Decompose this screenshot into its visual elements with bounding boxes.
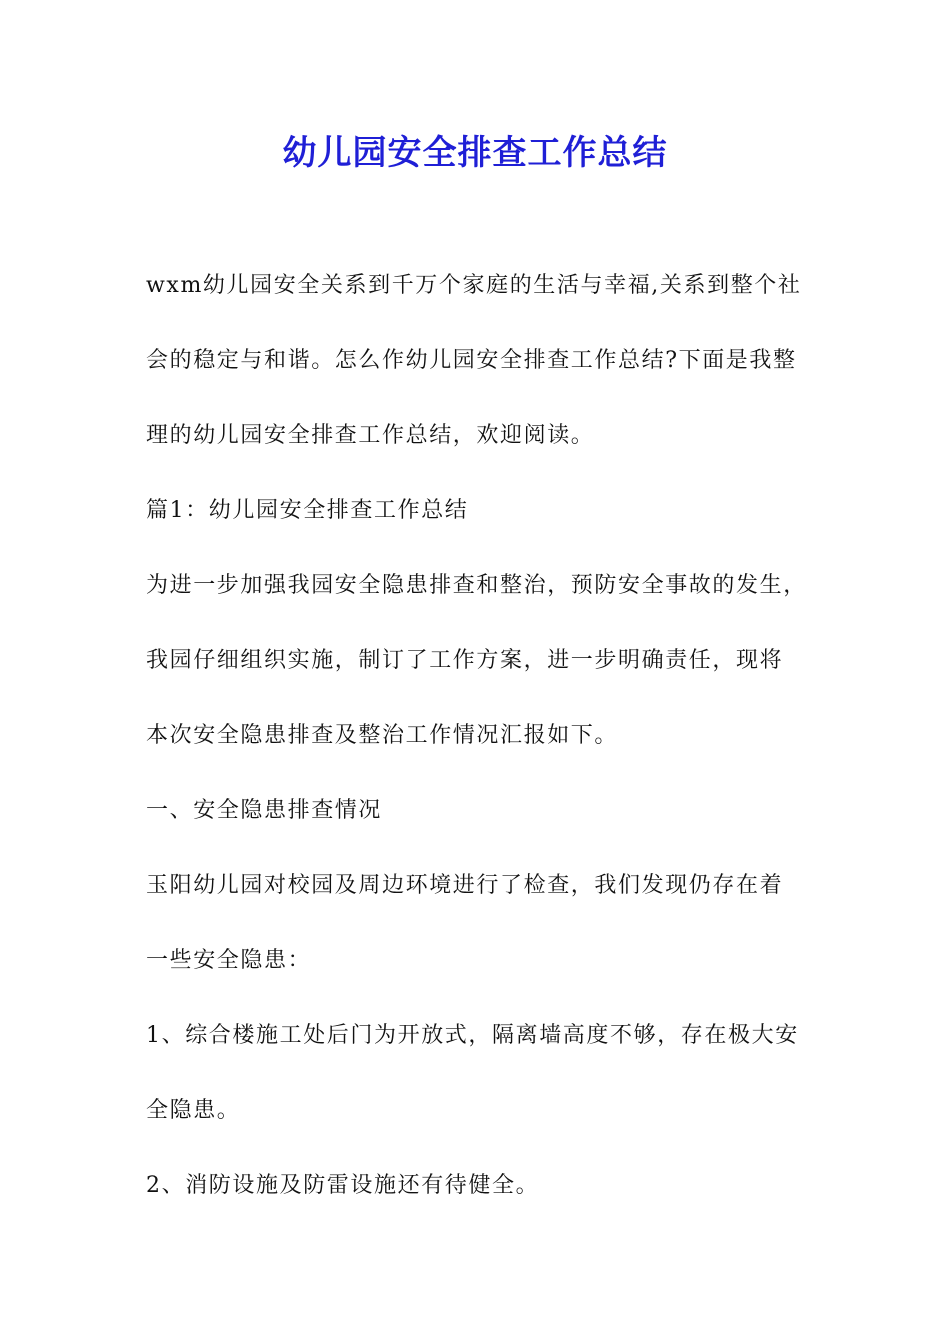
body-line: wxm幼儿园安全关系到千万个家庭的生活与幸福,关系到整个社 <box>146 273 802 298</box>
body-line: 本次安全隐患排查及整治工作情况汇报如下。 <box>146 723 619 748</box>
body-line: 理的幼儿园安全排查工作总结，欢迎阅读。 <box>146 423 595 448</box>
body-line: 一些安全隐患： <box>146 948 312 973</box>
body-line: 会的稳定与和谐。怎么作幼儿园安全排查工作总结?下面是我整 <box>146 348 797 373</box>
list-item: 1、综合楼施工处后门为开放式，隔离墙高度不够，存在极大安 <box>146 1023 799 1048</box>
list-item: 2、消防设施及防雷设施还有待健全。 <box>146 1173 540 1198</box>
document-body <box>146 263 816 1208</box>
document-title: 幼儿园安全排查工作总结 <box>282 133 668 173</box>
section-heading: 篇1：幼儿园安全排查工作总结 <box>146 498 469 523</box>
section-heading: 一、安全隐患排查情况 <box>146 798 383 823</box>
body-line: 玉阳幼儿园对校园及周边环境进行了检查，我们发现仍存在着 <box>146 873 784 898</box>
body-line: 为进一步加强我园安全隐患排查和整治，预防安全事故的发生， <box>146 573 807 598</box>
body-line: 我园仔细组织实施，制订了工作方案，进一步明确责任，现将 <box>146 648 784 673</box>
list-item-continuation: 全隐患。 <box>146 1098 241 1123</box>
